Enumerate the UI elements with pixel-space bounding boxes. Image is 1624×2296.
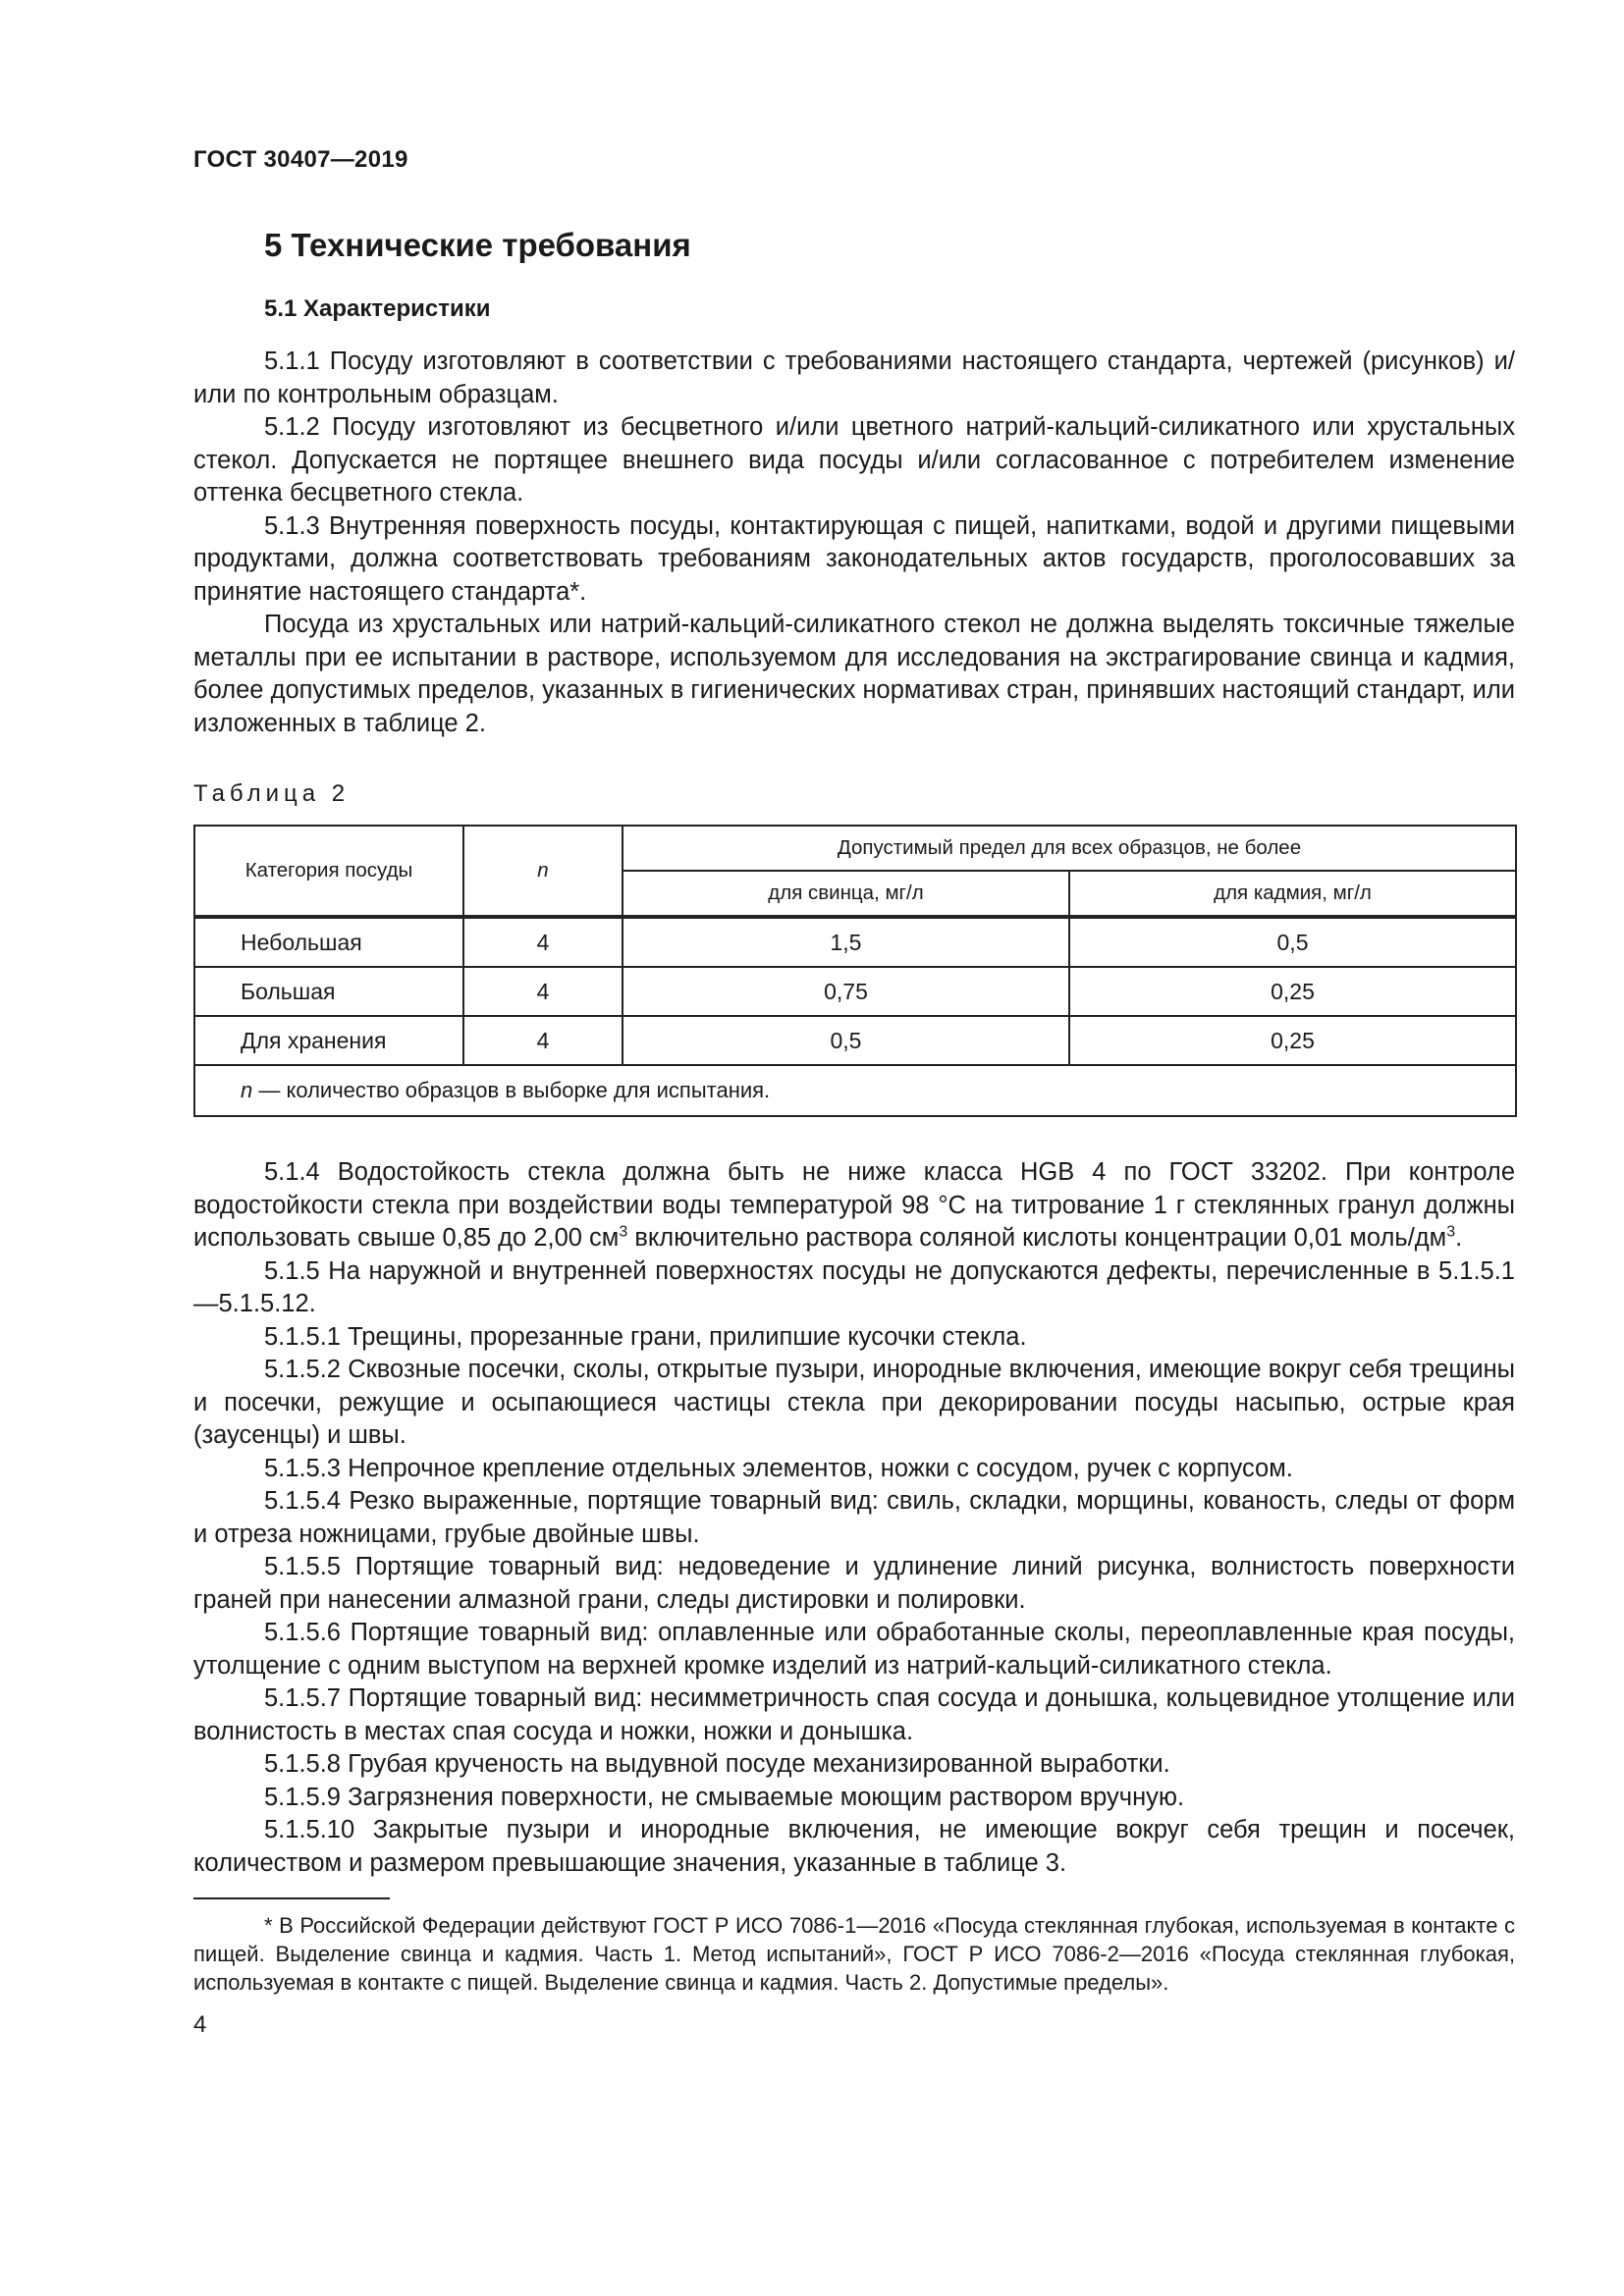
paragraph-5-1-2: 5.1.2 Посуду изготовляют из бесцветного и/или цветного натрий-кальций-силикатного или хрустальных стекол. Допускается не портящее внешнего вида посуды и/или согласованное с потребителем изменение оттенка бесцветного стекла. — [193, 413, 1515, 507]
paragraph-5-1-5-1: 5.1.5.1 Трещины, прорезанные грани, прилипшие кусочки стекла. — [264, 1322, 1027, 1351]
table-note-row — [194, 1065, 1516, 1116]
paragraph-5-1-5-10: 5.1.5.10 Закрытые пузыри и инородные включения, не имеющие вокруг себя трещин и посечек, количеством и размером превышающие значения, указанные в таблице 3. — [193, 1816, 1515, 1877]
paragraph-5-1-5-6: 5.1.5.6 Портящие товарный вид: оплавленные или обработанные сколы, переоплавленные края посуды, утолщение с одним выступом на верхней кромке изделий из натрий-кальций-силикатного стекла. — [193, 1619, 1515, 1680]
cell-cadmium: 0,25 — [1069, 1016, 1516, 1065]
page-number: 4 — [193, 2011, 207, 2038]
header-category-text: Категория посуды — [244, 859, 413, 881]
cell-lead: 1,5 — [623, 917, 1069, 967]
header-n-text: n — [537, 859, 549, 881]
paragraph-5-1-3: 5.1.3 Внутренняя поверхность посуды, контактирующая с пищей, напитками, водой и другими пищевыми продуктами, должна соответствовать требованиям законодательных актов государств, проголосовавших за принятие настоящего стандарта*. — [193, 511, 1515, 606]
cell-category: Большая — [194, 967, 463, 1016]
header-cadmium: для кадмия, мг/л — [1069, 871, 1516, 917]
paragraph-5-1-5-8: 5.1.5.8 Грубая крученость на выдувной посуде механизированной выработки. — [264, 1750, 1170, 1778]
subsection-title: 5.1 Характеристики — [264, 295, 491, 322]
header-n — [463, 826, 623, 917]
cell-n: 4 — [463, 967, 623, 1016]
cell-category: Небольшая — [194, 917, 463, 967]
p514-part3: . — [1455, 1224, 1463, 1252]
bottom-paragraphs — [193, 1156, 1515, 1880]
cell-n: 4 — [463, 917, 623, 967]
table-2 — [193, 825, 1517, 1117]
top-paragraphs — [193, 346, 1515, 740]
table-row — [194, 1016, 1516, 1065]
cell-cadmium: 0,25 — [1069, 967, 1516, 1016]
table-row — [194, 917, 1516, 967]
table-note-symbol: n — [241, 1078, 253, 1102]
footnote: * В Российской Федерации действуют ГОСТ Р ИСО 7086-1—2016 «Посуда стеклянная глубокая, используемая в контакте с пищей. Выделение свинца и кадмия. Часть 1. Метод испытаний», ГОСТ Р ИСО 7086-2—2016 «Посуда стеклянная глубокая, используемая в контакте с пищей. Выделение свинца и кадмия. Часть 2. Допустимые пределы». — [193, 1913, 1515, 1995]
table-row — [194, 967, 1516, 1016]
header-lead: для свинца, мг/л — [623, 871, 1069, 917]
cell-cadmium: 0,5 — [1069, 917, 1516, 967]
paragraph-toxic-metals: Посуда из хрустальных или натрий-кальций-силикатного стекол не должна выделять токсичные тяжелые металлы при ее испытании в растворе, используемом для исследования на экстрагирование свинца и кадмия, более допустимых пределов, указанных в гигиенических нормативах стран, принявших настоящий стандарт, или изложенных в таблице 2. — [193, 611, 1515, 737]
p514-sup2: 3 — [1446, 1223, 1456, 1241]
paragraph-5-1-5-2: 5.1.5.2 Сквозные посечки, сколы, открытые пузыри, инородные включения, имеющие вокруг себя трещины и посечки, режущие и осыпающиеся частицы стекла при декорировании посуды насыпью, острые края (заусенцы) и швы. — [193, 1356, 1515, 1449]
cell-lead: 0,5 — [623, 1016, 1069, 1065]
cell-lead: 0,75 — [623, 967, 1069, 1016]
paragraph-5-1-5-7: 5.1.5.7 Портящие товарный вид: несимметричность спая сосуда и донышка, кольцевидное утолщение или волнистость в местах спая сосуда и ножки, ножки и донышка. — [193, 1684, 1515, 1745]
p514-part1: 5.1.4 Водостойкость стекла должна быть не ниже класса HGB 4 по ГОСТ 33202. При контроле водостойкости стекла при воздействии воды температурой 98 °С на титрование 1 г стеклянных гранул должны использовать свыше 0,85 до 2,00 см — [193, 1158, 1515, 1252]
paragraph-5-1-5-3: 5.1.5.3 Непрочное крепление отдельных элементов, ножки с сосудом, ручек с корпусом. — [264, 1454, 1293, 1482]
table-2-caption: Таблица 2 — [193, 780, 351, 807]
paragraph-5-1-5: 5.1.5 На наружной и внутренней поверхностях посуды не допускаются дефекты, перечисленные в 5.1.5.1—5.1.5.12. — [193, 1256, 1515, 1317]
section-title: 5 Технические требования — [264, 227, 691, 263]
cell-n: 4 — [463, 1016, 623, 1065]
paragraph-5-1-1: 5.1.1 Посуду изготовляют в соответствии с требованиями настоящего стандарта, чертежей (рисунков) и/или по контрольным образцам. — [193, 347, 1515, 408]
p514-sup1: 3 — [619, 1223, 628, 1241]
header-category — [194, 826, 463, 917]
cell-category: Для хранения — [194, 1016, 463, 1065]
table-note-text: — количество образцов в выборке для испытания. — [252, 1078, 771, 1102]
paragraph-5-1-4 — [193, 1156, 1515, 1255]
header-limit: Допустимый предел для всех образцов, не более — [623, 826, 1516, 871]
p514-part2: включительно раствора соляной кислоты концентрации 0,01 моль/дм — [627, 1224, 1447, 1252]
paragraph-5-1-5-4: 5.1.5.4 Резко выраженные, портящие товарный вид: свиль, складки, морщины, кованость, следы от форм и отреза ножницами, грубые двойные швы. — [193, 1487, 1515, 1548]
footnote-divider — [193, 1897, 390, 1899]
paragraph-5-1-5-9: 5.1.5.9 Загрязнения поверхности, не смываемые моющим раствором вручную. — [264, 1783, 1185, 1811]
table-note — [194, 1065, 1516, 1116]
document-code: ГОСТ 30407—2019 — [193, 146, 408, 173]
paragraph-5-1-5-5: 5.1.5.5 Портящие товарный вид: недоведение и удлинение линий рисунка, волнистость поверхности граней при нанесении алмазной грани, следы дистировки и полировки. — [193, 1553, 1515, 1614]
document-page — [193, 145, 1515, 2040]
